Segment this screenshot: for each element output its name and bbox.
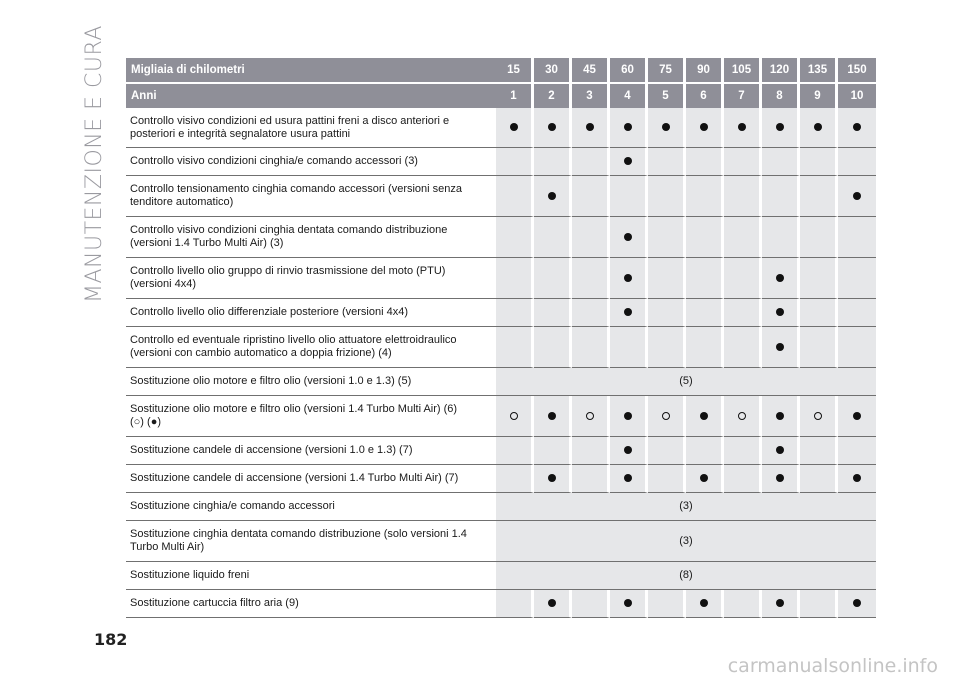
interval-cell xyxy=(724,217,762,258)
schedule-row xyxy=(126,299,876,327)
schedule-row xyxy=(126,327,876,368)
filled-dot-icon xyxy=(700,412,708,420)
interval-cell xyxy=(762,396,800,437)
interval-cell xyxy=(496,217,534,258)
interval-cell xyxy=(762,176,800,217)
interval-cell xyxy=(496,590,534,618)
interval-cell xyxy=(838,217,876,258)
page-number: 182 xyxy=(94,630,128,649)
interval-cell xyxy=(724,176,762,217)
interval-cell xyxy=(534,437,572,465)
years-header-value: 8 xyxy=(762,84,800,108)
interval-cell xyxy=(572,437,610,465)
interval-cell xyxy=(724,148,762,176)
filled-dot-icon xyxy=(624,233,632,241)
filled-dot-icon xyxy=(624,274,632,282)
interval-cell xyxy=(724,327,762,368)
interval-cell xyxy=(534,148,572,176)
interval-cell xyxy=(648,437,686,465)
row-description-text: Sostituzione olio motore e filtro olio (versioni 1.4 Turbo Multi Air) (6) xyxy=(130,403,458,415)
interval-cell xyxy=(762,299,800,327)
filled-dot-icon xyxy=(624,123,632,131)
interval-cell xyxy=(800,176,838,217)
hollow-circle-icon xyxy=(738,412,746,420)
km-header-value: 105 xyxy=(724,58,762,84)
interval-cell xyxy=(762,217,800,258)
interval-cell xyxy=(610,217,648,258)
schedule-row xyxy=(126,176,876,217)
row-description-text: Controllo livello olio differenziale posteriore (versioni 4x4) xyxy=(130,306,408,318)
interval-cell xyxy=(496,108,534,148)
interval-cell xyxy=(838,258,876,299)
interval-cell xyxy=(610,437,648,465)
interval-cell xyxy=(686,465,724,493)
filled-dot-icon xyxy=(776,599,784,607)
schedule-row xyxy=(126,562,876,590)
row-description-text: Controllo visivo condizioni ed usura pattini freni a disco anteriori e posteriori e integrità segnalatore usura pattini xyxy=(130,114,450,140)
row-description xyxy=(126,258,496,299)
filled-dot-icon xyxy=(624,157,632,165)
interval-cell xyxy=(800,396,838,437)
schedule-row xyxy=(126,258,876,299)
row-description xyxy=(126,176,496,217)
interval-cell xyxy=(838,465,876,493)
interval-cell xyxy=(800,258,838,299)
interval-cell xyxy=(724,108,762,148)
interval-cell xyxy=(686,217,724,258)
interval-cell xyxy=(610,148,648,176)
interval-note: (5) xyxy=(496,368,876,396)
filled-dot-icon xyxy=(776,446,784,454)
interval-cell xyxy=(572,396,610,437)
km-header-value: 150 xyxy=(838,58,876,84)
years-header-value: 5 xyxy=(648,84,686,108)
interval-cell xyxy=(800,148,838,176)
interval-cell xyxy=(762,258,800,299)
row-description-text: Controllo tensionamento cinghia comando accessori (versioni senza tenditore automatico) xyxy=(130,183,463,208)
interval-cell xyxy=(800,465,838,493)
years-header-value: 4 xyxy=(610,84,648,108)
schedule-body xyxy=(126,108,876,618)
years-header-value: 2 xyxy=(534,84,572,108)
interval-cell xyxy=(496,396,534,437)
schedule-row xyxy=(126,521,876,562)
interval-cell xyxy=(800,590,838,618)
filled-dot-icon xyxy=(776,343,784,351)
interval-cell xyxy=(838,176,876,217)
interval-cell xyxy=(686,176,724,217)
schedule-row xyxy=(126,493,876,521)
row-description xyxy=(126,368,496,396)
interval-cell xyxy=(762,590,800,618)
interval-cell xyxy=(724,258,762,299)
interval-cell xyxy=(534,396,572,437)
schedule-row xyxy=(126,396,876,437)
interval-cell xyxy=(800,299,838,327)
interval-cell xyxy=(724,437,762,465)
filled-dot-icon xyxy=(700,474,708,482)
filled-dot-icon xyxy=(776,274,784,282)
filled-dot-icon xyxy=(586,123,594,131)
schedule-row xyxy=(126,148,876,176)
filled-dot-icon xyxy=(624,599,632,607)
row-description xyxy=(126,327,496,368)
interval-cell xyxy=(800,437,838,465)
row-description-text: Controllo visivo condizioni cinghia dentata comando distribuzione (versioni 1.4 Turbo Multi Air) (3) xyxy=(130,224,448,249)
interval-cell xyxy=(648,217,686,258)
interval-cell xyxy=(496,176,534,217)
row-description-text: Sostituzione cinghia dentata comando distribuzione (solo versioni 1.4 Turbo Multi Air) xyxy=(130,528,467,553)
row-description xyxy=(126,396,496,437)
km-header-value: 90 xyxy=(686,58,724,84)
interval-cell xyxy=(496,327,534,368)
filled-dot-icon xyxy=(624,474,632,482)
hollow-circle-icon xyxy=(662,412,670,420)
interval-cell xyxy=(610,176,648,217)
interval-cell xyxy=(838,590,876,618)
filled-dot-icon xyxy=(700,123,708,131)
interval-cell xyxy=(572,327,610,368)
interval-cell xyxy=(762,148,800,176)
interval-cell xyxy=(496,148,534,176)
interval-cell xyxy=(686,327,724,368)
interval-cell xyxy=(838,327,876,368)
header-row-km xyxy=(126,58,876,84)
interval-cell xyxy=(572,217,610,258)
years-header-value: 1 xyxy=(496,84,534,108)
filled-dot-icon xyxy=(853,599,861,607)
watermark: carmanualsonline.info xyxy=(727,655,938,677)
interval-cell xyxy=(534,465,572,493)
interval-cell xyxy=(686,108,724,148)
interval-cell xyxy=(648,396,686,437)
filled-dot-icon xyxy=(548,192,556,200)
row-description xyxy=(126,437,496,465)
interval-cell xyxy=(534,176,572,217)
km-header-value: 135 xyxy=(800,58,838,84)
filled-dot-icon xyxy=(853,123,861,131)
row-description-text: Sostituzione candele di accensione (versioni 1.0 e 1.3) (7) xyxy=(130,444,413,456)
years-header-value: 6 xyxy=(686,84,724,108)
km-header-value: 45 xyxy=(572,58,610,84)
section-title: MANUTENZIONE E CURA xyxy=(82,25,107,303)
filled-dot-icon xyxy=(776,123,784,131)
interval-cell xyxy=(838,108,876,148)
hollow-circle-icon xyxy=(586,412,594,420)
interval-cell xyxy=(686,437,724,465)
interval-cell xyxy=(762,437,800,465)
schedule-row xyxy=(126,590,876,618)
hollow-circle-icon xyxy=(814,412,822,420)
interval-cell xyxy=(648,590,686,618)
km-header-value: 75 xyxy=(648,58,686,84)
filled-dot-icon xyxy=(624,308,632,316)
interval-cell xyxy=(534,258,572,299)
row-description xyxy=(126,590,496,618)
interval-cell xyxy=(572,299,610,327)
interval-cell xyxy=(800,217,838,258)
row-description xyxy=(126,562,496,590)
interval-cell xyxy=(686,258,724,299)
row-description-text: Controllo livello olio gruppo di rinvio trasmissione del moto (PTU) (versioni 4x4) xyxy=(130,265,446,290)
interval-cell xyxy=(838,437,876,465)
filled-dot-icon xyxy=(548,599,556,607)
interval-note: (3) xyxy=(496,493,876,521)
years-header-value: 3 xyxy=(572,84,610,108)
row-description-text: Sostituzione liquido freni xyxy=(130,569,250,581)
interval-cell xyxy=(838,299,876,327)
interval-cell xyxy=(762,108,800,148)
row-description xyxy=(126,493,496,521)
interval-cell xyxy=(610,396,648,437)
interval-cell xyxy=(610,299,648,327)
filled-dot-icon xyxy=(738,123,746,131)
row-description-text: Sostituzione candele di accensione (versioni 1.4 Turbo Multi Air) (7) xyxy=(130,472,459,484)
filled-dot-icon xyxy=(662,123,670,131)
header-row-years xyxy=(126,84,876,108)
interval-cell xyxy=(686,590,724,618)
interval-cell xyxy=(762,465,800,493)
interval-cell xyxy=(572,590,610,618)
interval-cell xyxy=(686,299,724,327)
row-legend-text: (○) (●) xyxy=(130,416,161,428)
years-header-value: 7 xyxy=(724,84,762,108)
filled-dot-icon xyxy=(624,412,632,420)
row-description xyxy=(126,217,496,258)
interval-cell xyxy=(572,108,610,148)
interval-cell xyxy=(572,465,610,493)
interval-cell xyxy=(648,176,686,217)
interval-cell xyxy=(534,217,572,258)
filled-dot-icon xyxy=(700,599,708,607)
interval-cell xyxy=(800,108,838,148)
row-description xyxy=(126,465,496,493)
row-description-text: Sostituzione cinghia/e comando accessori xyxy=(130,500,335,512)
interval-cell xyxy=(572,258,610,299)
interval-cell xyxy=(496,299,534,327)
interval-cell xyxy=(724,465,762,493)
interval-cell xyxy=(724,590,762,618)
interval-cell xyxy=(648,327,686,368)
interval-cell xyxy=(572,176,610,217)
interval-cell xyxy=(648,108,686,148)
interval-cell xyxy=(724,396,762,437)
row-description xyxy=(126,521,496,562)
interval-cell xyxy=(610,465,648,493)
km-header-value: 120 xyxy=(762,58,800,84)
schedule-row xyxy=(126,217,876,258)
filled-dot-icon xyxy=(548,123,556,131)
schedule-row xyxy=(126,368,876,396)
interval-cell xyxy=(686,148,724,176)
row-description xyxy=(126,108,496,148)
interval-note: (8) xyxy=(496,562,876,590)
row-description xyxy=(126,299,496,327)
km-header-value: 30 xyxy=(534,58,572,84)
interval-cell xyxy=(610,258,648,299)
interval-cell xyxy=(838,396,876,437)
interval-cell xyxy=(648,299,686,327)
interval-note: (3) xyxy=(496,521,876,562)
row-description-text: Sostituzione olio motore e filtro olio (versioni 1.0 e 1.3) (5) xyxy=(130,375,412,387)
filled-dot-icon xyxy=(776,474,784,482)
interval-cell xyxy=(534,590,572,618)
schedule-row xyxy=(126,437,876,465)
interval-cell xyxy=(572,148,610,176)
km-header-label: Migliaia di chilometri xyxy=(126,58,496,84)
interval-cell xyxy=(686,396,724,437)
filled-dot-icon xyxy=(853,412,861,420)
interval-cell xyxy=(534,299,572,327)
interval-cell xyxy=(800,327,838,368)
interval-cell xyxy=(496,258,534,299)
years-header-value: 10 xyxy=(838,84,876,108)
interval-cell xyxy=(610,327,648,368)
years-header-value: 9 xyxy=(800,84,838,108)
filled-dot-icon xyxy=(853,192,861,200)
row-description-text: Controllo ed eventuale ripristino livello olio attuatore elettroidraulico (versioni con cambio automatico a doppia frizione) (4) xyxy=(130,334,457,359)
interval-cell xyxy=(648,148,686,176)
interval-cell xyxy=(838,148,876,176)
interval-cell xyxy=(724,299,762,327)
interval-cell xyxy=(534,108,572,148)
km-header-value: 15 xyxy=(496,58,534,84)
interval-cell xyxy=(610,108,648,148)
schedule-row xyxy=(126,108,876,148)
interval-cell xyxy=(610,590,648,618)
filled-dot-icon xyxy=(814,123,822,131)
filled-dot-icon xyxy=(776,308,784,316)
schedule-row xyxy=(126,465,876,493)
hollow-circle-icon xyxy=(510,412,518,420)
filled-dot-icon xyxy=(624,446,632,454)
interval-cell xyxy=(648,258,686,299)
km-header-value: 60 xyxy=(610,58,648,84)
row-description xyxy=(126,148,496,176)
filled-dot-icon xyxy=(853,474,861,482)
row-description-text: Controllo visivo condizioni cinghia/e comando accessori (3) xyxy=(130,155,418,167)
filled-dot-icon xyxy=(510,123,518,131)
interval-cell xyxy=(496,437,534,465)
interval-cell xyxy=(648,465,686,493)
interval-cell xyxy=(762,327,800,368)
filled-dot-icon xyxy=(548,474,556,482)
filled-dot-icon xyxy=(776,412,784,420)
years-header-label: Anni xyxy=(126,84,496,108)
interval-cell xyxy=(534,327,572,368)
row-description-text: Sostituzione cartuccia filtro aria (9) xyxy=(130,597,299,609)
maintenance-schedule-table xyxy=(126,58,876,618)
filled-dot-icon xyxy=(548,412,556,420)
interval-cell xyxy=(496,465,534,493)
